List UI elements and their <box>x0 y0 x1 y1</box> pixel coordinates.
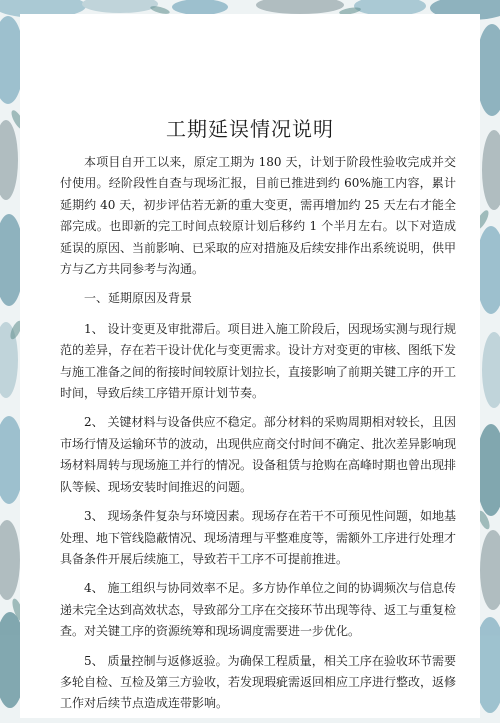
intro-paragraph: 本项目自开工以来，原定工期为 180 天，计划于阶段性验收完成并交付使用。经阶段性自查与现场汇报，目前已推进到约 60%施工内容，累计延期约 40 天，初步评估若无新的重大变更，需再增加约 25 天左右才能全部完成。也即新的完工时间点较原计划后移约 1 个半月左右。以下对造成延误的原因、当前影响、已采取的应对措施及后续安排作出系统说明，供甲方与乙方共同参考与沟通。 <box>60 155 457 277</box>
reason-item-4: 4、 施工组织与协同效率不足。多方协作单位之间的协调频次与信息传递未完全达到高效状态，导致部分工序在交接环节出现等待、返工与重复检查。对关键工序的资源统筹和现场调度需要进一步优化。 <box>60 581 457 639</box>
document-body <box>60 152 456 723</box>
document-title: 工期延误情况说明 <box>166 117 334 141</box>
reason-item-5: 5、 质量控制与返修返验。为确保工程质量，相关工序在验收环节需要多轮自检、互检及第三方验收，若发现瑕疵需返回相应工序进行整改，返修工作对后续节点造成连带影响。 <box>60 653 457 711</box>
section-heading: 一、延期原因及背景 <box>84 291 193 306</box>
reason-item-1: 1、 设计变更及审批滞后。项目进入施工阶段后，因现场实测与现行规范的差异，存在若干设计优化与变更需求。设计方对变更的审核、图纸下发与施工准备之间的衔接时间较原计划拉长，直接影响了前期关键工序的开工时间，导致后续工序错开原计划节奏。 <box>60 321 457 401</box>
reason-item-2: 2、 关键材料与设备供应不稳定。部分材料的采购周期相对较长，且因市场行情及运输环节的波动，出现供应商交付时间不确定、批次差异影响现场材料周转与现场施工并行的情况。设备租赁与抢购在高峰时期也曾出现排队等候、现场安装时间推迟的问题。 <box>60 415 457 494</box>
reason-item-3: 3、 现场条件复杂与环境因素。现场存在若干不可预见性问题，如地基处理、地下管线隐蔽情况、现场清理与平整难度等，需额外工序进行处理才具备条件开展后续施工，导致若干工序不可提前推进。 <box>60 509 457 566</box>
